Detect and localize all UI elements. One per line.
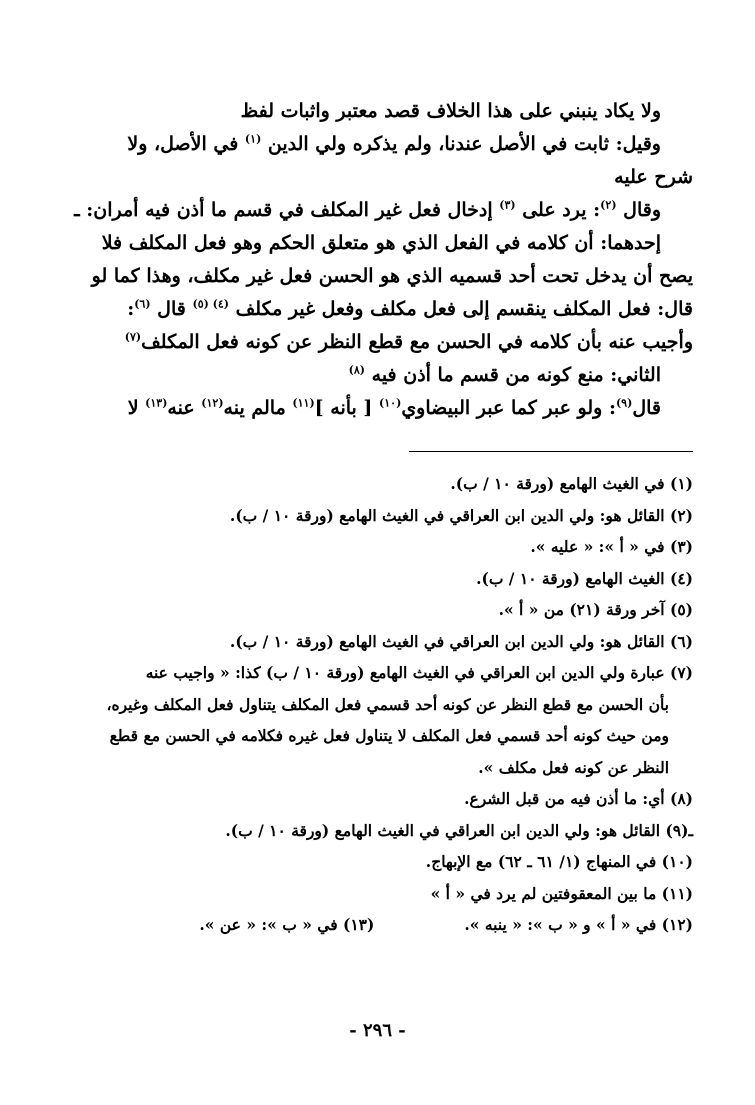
footnote-ref: (٣) [499, 198, 516, 212]
text-span: قال [150, 298, 193, 320]
footnote-ref: (٩) [615, 396, 633, 410]
footnote-ref: (١٣) [145, 396, 168, 410]
text-span: ولا يكاد ينبني على هذا الخلاف قصد معتبر واثبات لفظ [240, 100, 661, 122]
footnote-ref: (٦) [134, 297, 151, 311]
text-span: مالم ينه [223, 397, 293, 419]
footnote-ref: (١٢) [201, 396, 224, 410]
main-text [62, 95, 693, 425]
text-span: [ بأنه ] [314, 397, 380, 419]
footnotes [62, 468, 693, 941]
footnote-ref: (٢) [600, 198, 617, 212]
footnote-ref: (١) [244, 132, 262, 146]
footnote-7-cont: النظر عن كونه فعل مكلف ». [478, 757, 669, 777]
footnote-12: (١٢) في « أ » و « ب »: « ينبه ». [464, 915, 693, 934]
text-line [62, 293, 693, 326]
footnote-ref: (٨) [348, 363, 366, 377]
footnote-10: (١٠) في المنهاج (١/ ٦١ ـ ٦٢) مع الإبهاج. [425, 852, 693, 871]
text-span: عنه [167, 397, 202, 419]
footnote-7: (٧) عبارة ولي الدين ابن العراقي في الغيث الهامع (ورقة ١٠ / ب) كذا: « واجيب عنه [145, 663, 693, 682]
footnote-1: (١) في الغيث الهامع (ورقة ١٠ / ب). [450, 474, 693, 493]
text-span: إحدهما: أن كلامه في الفعل الذي هو متعلق الحكم وهو فعل المكلف فلا [101, 232, 661, 254]
text-span: وأجيب عنه بأن كلامه في الحسن مع قطع النظر عن كونه فعل المكلف [141, 331, 693, 353]
text-span: في الأصل، ولا [127, 133, 245, 155]
text-span: الثاني: منع كونه من قسم ما أذن فيه [365, 364, 661, 386]
text-line [62, 326, 693, 359]
text-span: لا [127, 397, 146, 419]
footnote-7-cont: بأن الحسن مع قطع النظر عن كونه أحد قسمي فعل المكلف يتناول فعل المكلف وغيره، [106, 694, 669, 714]
footnote-6: (٦) القائل هو: ولي الدين ابن العراقي في الغيث الهامع (ورقة ١٠ / ب). [229, 631, 693, 651]
text-span: : [127, 298, 135, 320]
footnote-4: (٤) الغيث الهامع (ورقة ١٠ / ب). [476, 568, 693, 588]
page-number: - ٢٩٦ - [349, 1020, 406, 1041]
text-line [62, 392, 693, 425]
text-line [62, 95, 693, 128]
footnote-2: (٢) القائل هو: ولي الدين ابن العراقي في الغيث الهامع (ورقة ١٠ / ب). [229, 505, 693, 525]
footnote-5: (٥) آخر ورقة (٢١) من « أ ». [498, 600, 693, 619]
text-span: قال [632, 397, 661, 419]
footnote-ref: (٧) [124, 330, 142, 344]
text-line [62, 227, 693, 260]
footnote-ref: (٥) [192, 297, 213, 311]
footnote-8: (٨) أي: ما أذن فيه من قبل الشرع. [464, 789, 693, 808]
text-line [62, 161, 693, 194]
footnote-row [62, 909, 693, 941]
footnote-3: (٣) في « أ »: « عليه ». [530, 537, 693, 556]
text-span: شرح عليه [614, 166, 693, 188]
footnote-11: (١١) ما بين المعقوفتين لم يرد في « أ » [430, 883, 693, 903]
footnote-13: (١٣) في « ب »: « عن ». [199, 915, 375, 934]
text-span: : يرد على [515, 199, 601, 221]
text-span: : ولو عبر كما عبر البيضاوي [401, 397, 616, 419]
text-line [62, 194, 693, 227]
text-span: قال: فعل المكلف ينقسم إلى فعل مكلف وفعل غير مكلف [229, 298, 693, 320]
text-line [62, 128, 693, 161]
text-span: وقال [616, 199, 661, 221]
footnote-7-cont: ومن حيث كونه أحد قسمي فعل المكلف لا يتناول فعل غيره فكلامه في الحسن مع قطع [109, 726, 669, 745]
text-span: إدخال فعل غير المكلف في قسم ما أذن فيه أمران: ـ [74, 199, 500, 221]
footnote-ref: (٤) [212, 297, 230, 311]
text-line [62, 260, 693, 293]
footnote-9: ـ(٩) القائل هو: ولي الدين ابن العراقي في الغيث الهامع (ورقة ١٠ / ب). [225, 820, 693, 840]
footnote-divider [409, 451, 693, 452]
text-line [62, 359, 693, 392]
footnote-ref: (١١) [292, 396, 315, 410]
footnote-ref: (١٠) [379, 396, 402, 410]
text-span: يصح أن يدخل تحت أحد قسميه الذي هو الحسن فعل غير مكلف، وهذا كما لو [91, 265, 693, 287]
text-span: وقيل: ثابت في الأصل عندنا، ولم يذكره ولي الدين [261, 133, 661, 155]
